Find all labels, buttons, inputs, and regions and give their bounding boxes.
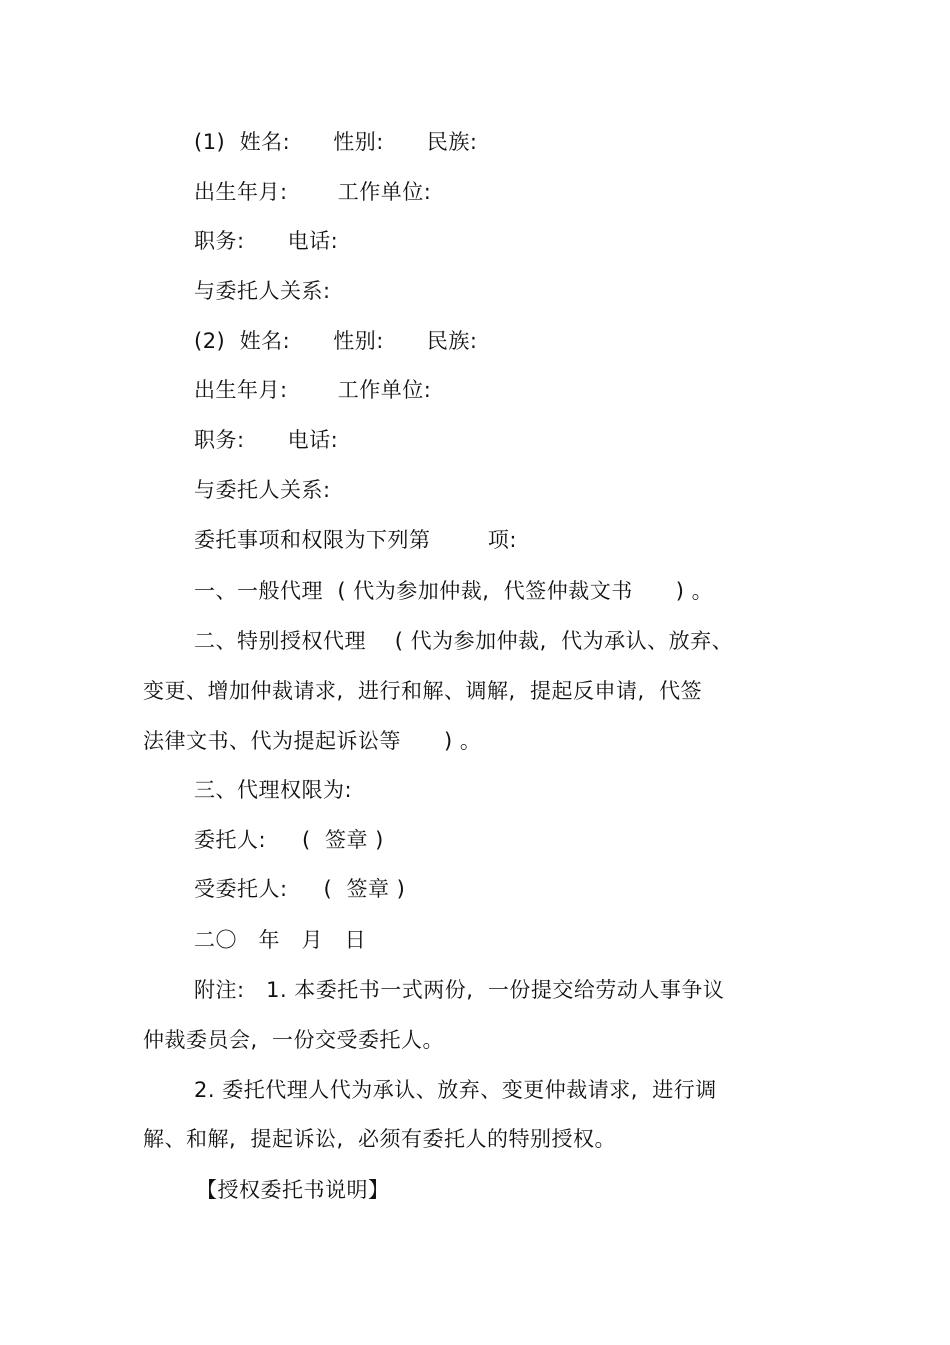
agent-signature-line: 受委托人: ( 签章 ) bbox=[194, 877, 406, 901]
agent1-birth-workplace: 出生年月: 工作单位: bbox=[194, 180, 432, 204]
agent2-relationship: 与委托人关系: bbox=[194, 478, 331, 502]
note-1-line-2: 仲裁委员会, 一份交受委托人。 bbox=[143, 1028, 445, 1052]
agency-authority-line: 三、代理权限为: bbox=[194, 778, 353, 802]
special-authorization-line-3: 法律文书、代为提起诉讼等 ) 。 bbox=[143, 729, 482, 753]
note-2-line-2: 解、和解, 提起诉讼, 必须有委托人的特别授权。 bbox=[143, 1127, 617, 1151]
principal-signature-line: 委托人: ( 签章 ) bbox=[194, 828, 384, 852]
entrusted-matters-line: 委托事项和权限为下列第 项: bbox=[194, 528, 517, 552]
date-line: 二〇 年 月 日 bbox=[194, 928, 367, 952]
agent2-position-phone: 职务: 电话: bbox=[194, 428, 339, 452]
note-1-line-1: 附注: 1. 本委托书一式两份, 一份提交给劳动人事争议 bbox=[194, 978, 725, 1002]
note-2-line-1: 2. 委托代理人代为承认、放弃、变更仲裁请求, 进行调 bbox=[194, 1078, 717, 1102]
general-agency-line: 一、一般代理 ( 代为参加仲裁, 代签仲裁文书 ) 。 bbox=[194, 579, 714, 603]
agent1-name-gender-ethnicity: (1) 姓名: 性别: 民族: bbox=[194, 130, 478, 154]
special-authorization-line-2: 变更、增加仲裁请求, 进行和解、调解, 提起反申请, 代签 bbox=[143, 679, 703, 703]
special-authorization-line-1: 二、特别授权代理 ( 代为参加仲裁, 代为承认、放弃、 bbox=[194, 629, 734, 653]
agent2-birth-workplace: 出生年月: 工作单位: bbox=[194, 378, 432, 402]
agent1-position-phone: 职务: 电话: bbox=[194, 229, 339, 253]
section-heading: 【授权委托书说明】 bbox=[196, 1178, 390, 1202]
agent1-relationship: 与委托人关系: bbox=[194, 279, 331, 303]
agent2-name-gender-ethnicity: (2) 姓名: 性别: 民族: bbox=[194, 329, 478, 353]
